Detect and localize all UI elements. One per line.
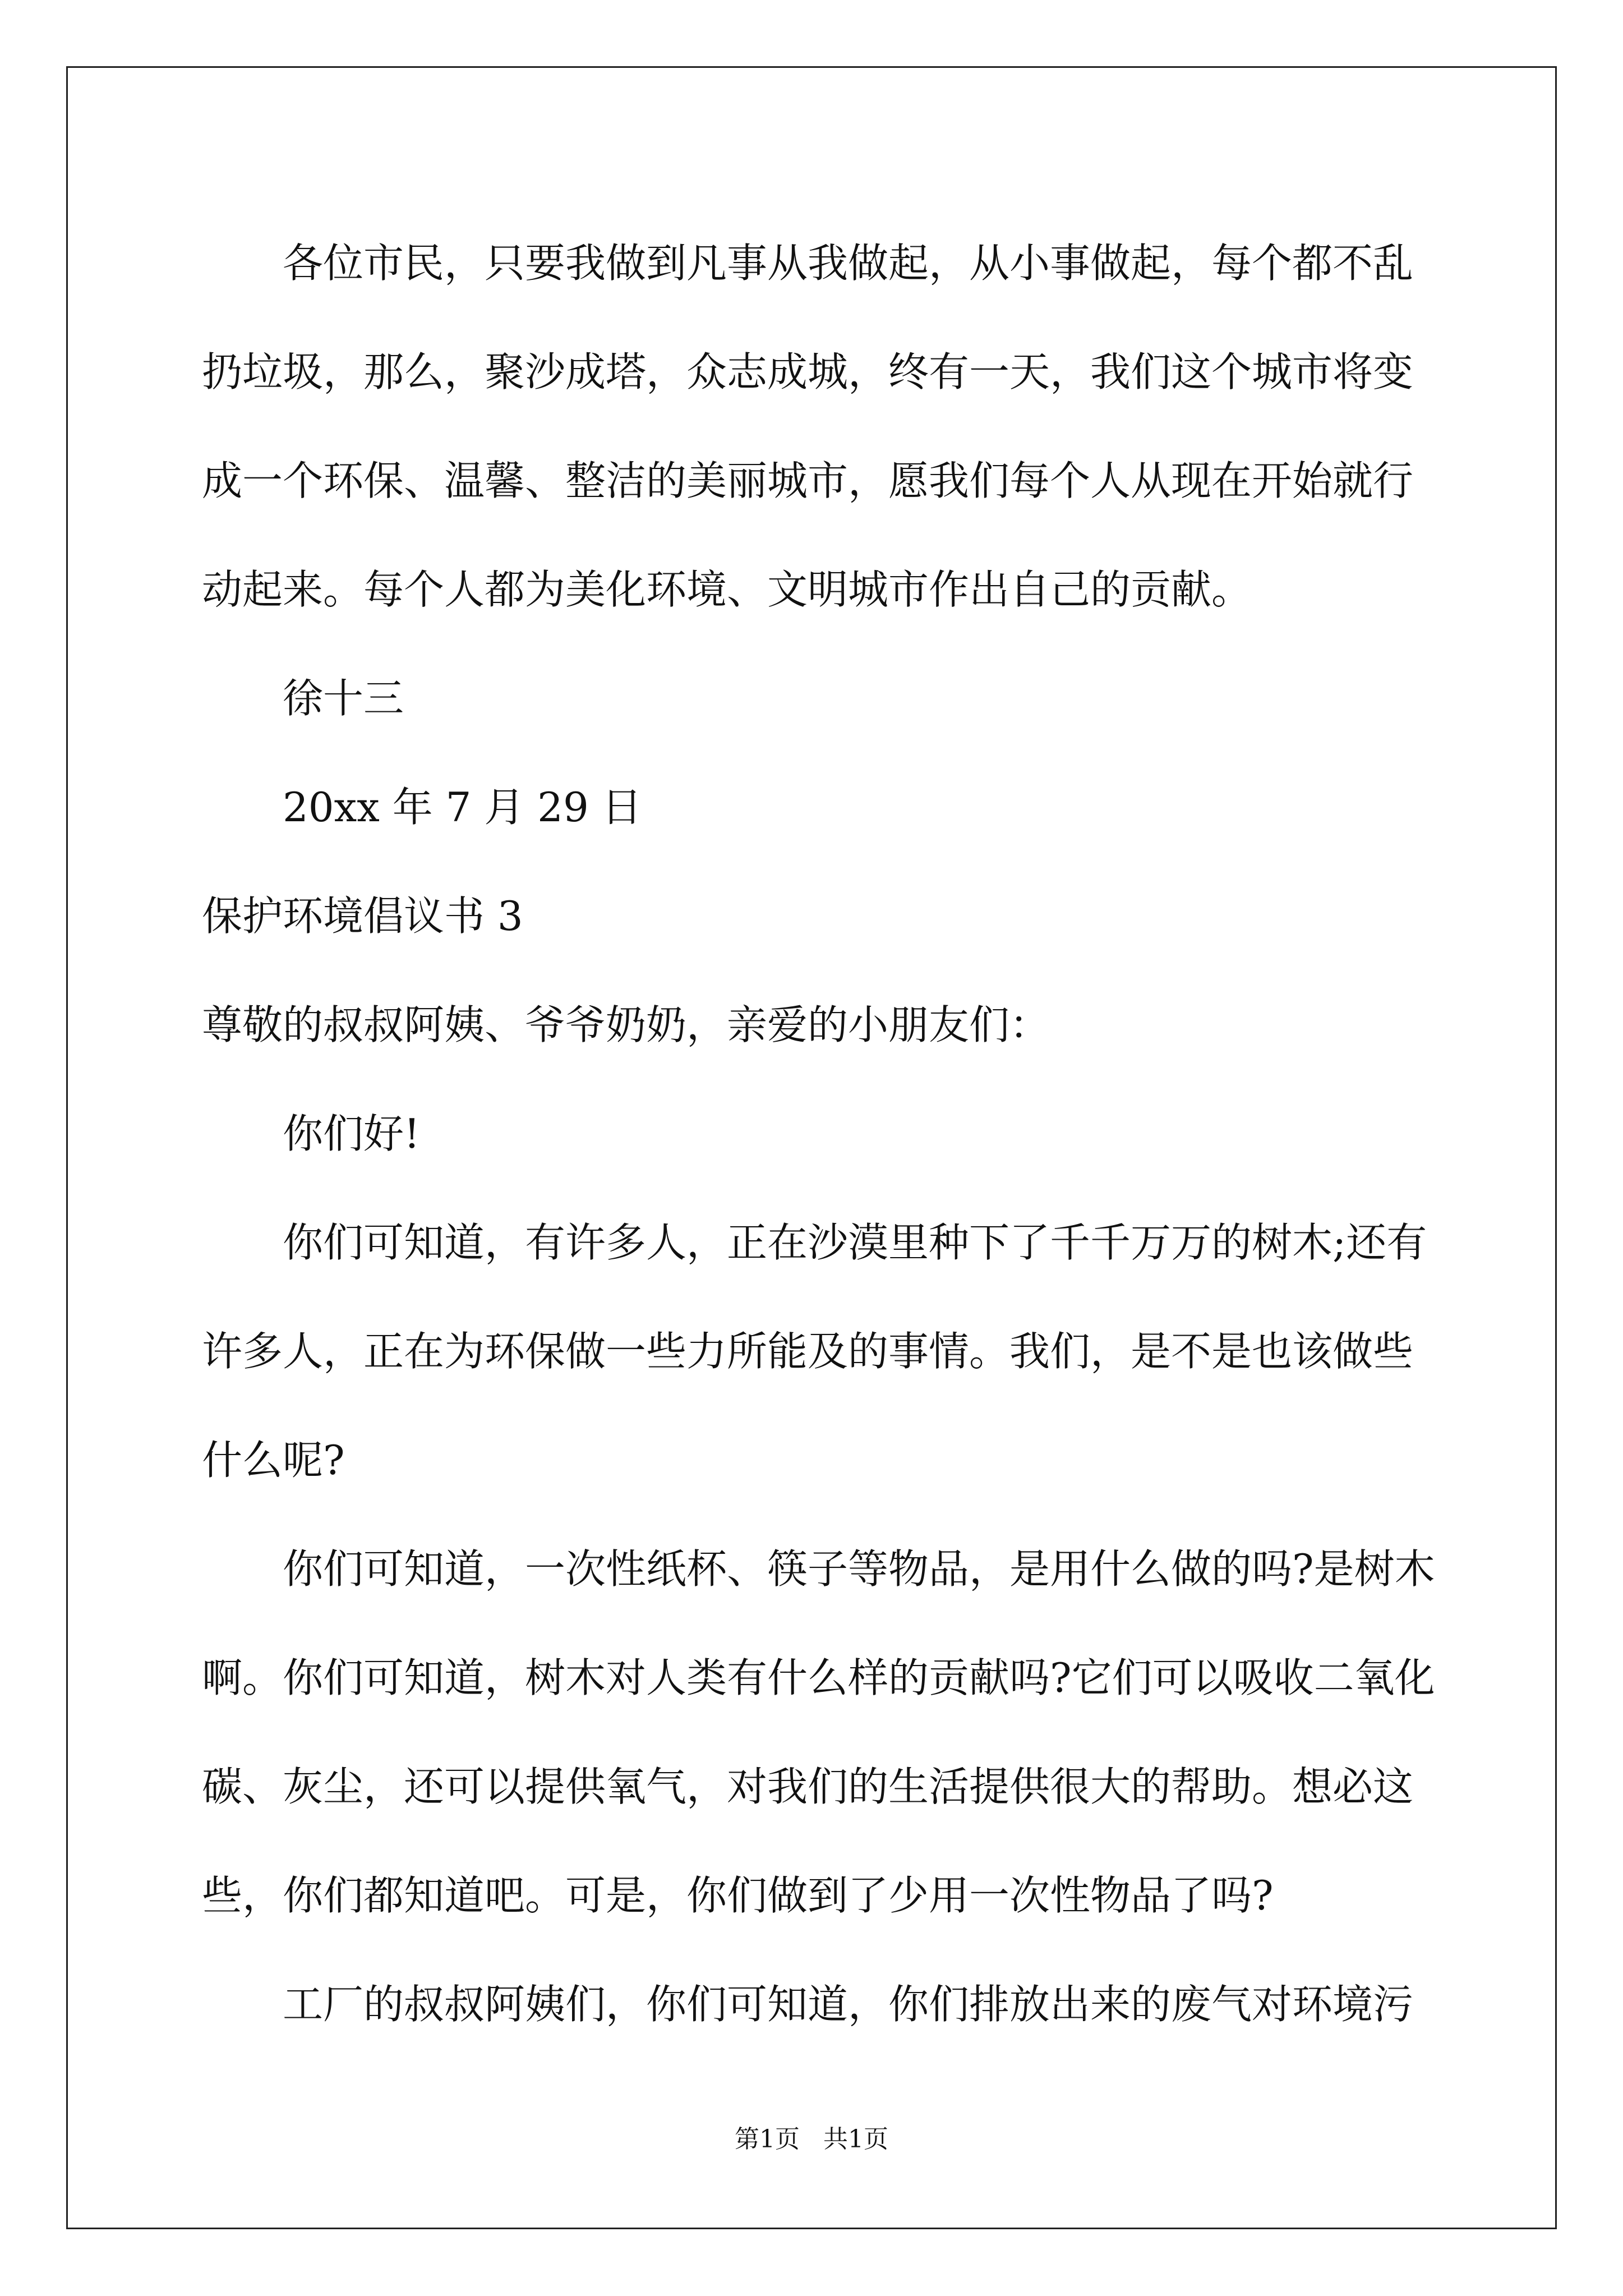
text-line: 啊。你们可知道，树木对人类有什么样的贡献吗?它们可以吸收二氧化 [202, 1654, 1435, 1701]
text-line: 碳、灰尘，还可以提供氧气，对我们的生活提供很大的帮助。想必这 [202, 1763, 1414, 1810]
page-footer: 第1页 共1页 [735, 2125, 888, 2154]
text-line: 什么呢? [202, 1437, 345, 1484]
section-title: 保护环境倡议书 3 [202, 892, 523, 940]
text-line: 些，你们都知道吧。可是，你们做到了少用一次性物品了吗? [202, 1872, 1274, 1919]
text-line: 扔垃圾，那么，聚沙成塔，众志成城，终有一天，我们这个城市将变 [202, 348, 1414, 395]
text-line: 许多人，正在为环保做一些力所能及的事情。我们，是不是也该做些 [202, 1328, 1414, 1375]
text-line: 各位市民，只要我做到凡事从我做起，从小事做起，每个都不乱 [283, 240, 1414, 287]
document-body [202, 209, 1435, 2059]
greeting: 你们好! [283, 1110, 420, 1157]
signature-date: 20xx 年 7 月 29 日 [283, 784, 642, 831]
text-line: 你们可知道，一次性纸杯、筷子等物品，是用什么做的吗?是树木 [283, 1545, 1435, 1593]
signature-name: 徐十三 [283, 675, 404, 722]
text-line: 工厂的叔叔阿姨们，你们可知道，你们排放出来的废气对环境污 [283, 1981, 1414, 2028]
salutation: 尊敬的叔叔阿姨、爷爷奶奶，亲爱的小朋友们： [202, 1001, 1050, 1048]
text-line: 成一个环保、温馨、整洁的美丽城市，愿我们每个人从现在开始就行 [202, 457, 1414, 504]
text-line: 你们可知道，有许多人，正在沙漠里种下了千千万万的树木;还有 [283, 1219, 1427, 1266]
text-line: 动起来。每个人都为美化环境、文明城市作出自己的贡献。 [202, 566, 1252, 613]
